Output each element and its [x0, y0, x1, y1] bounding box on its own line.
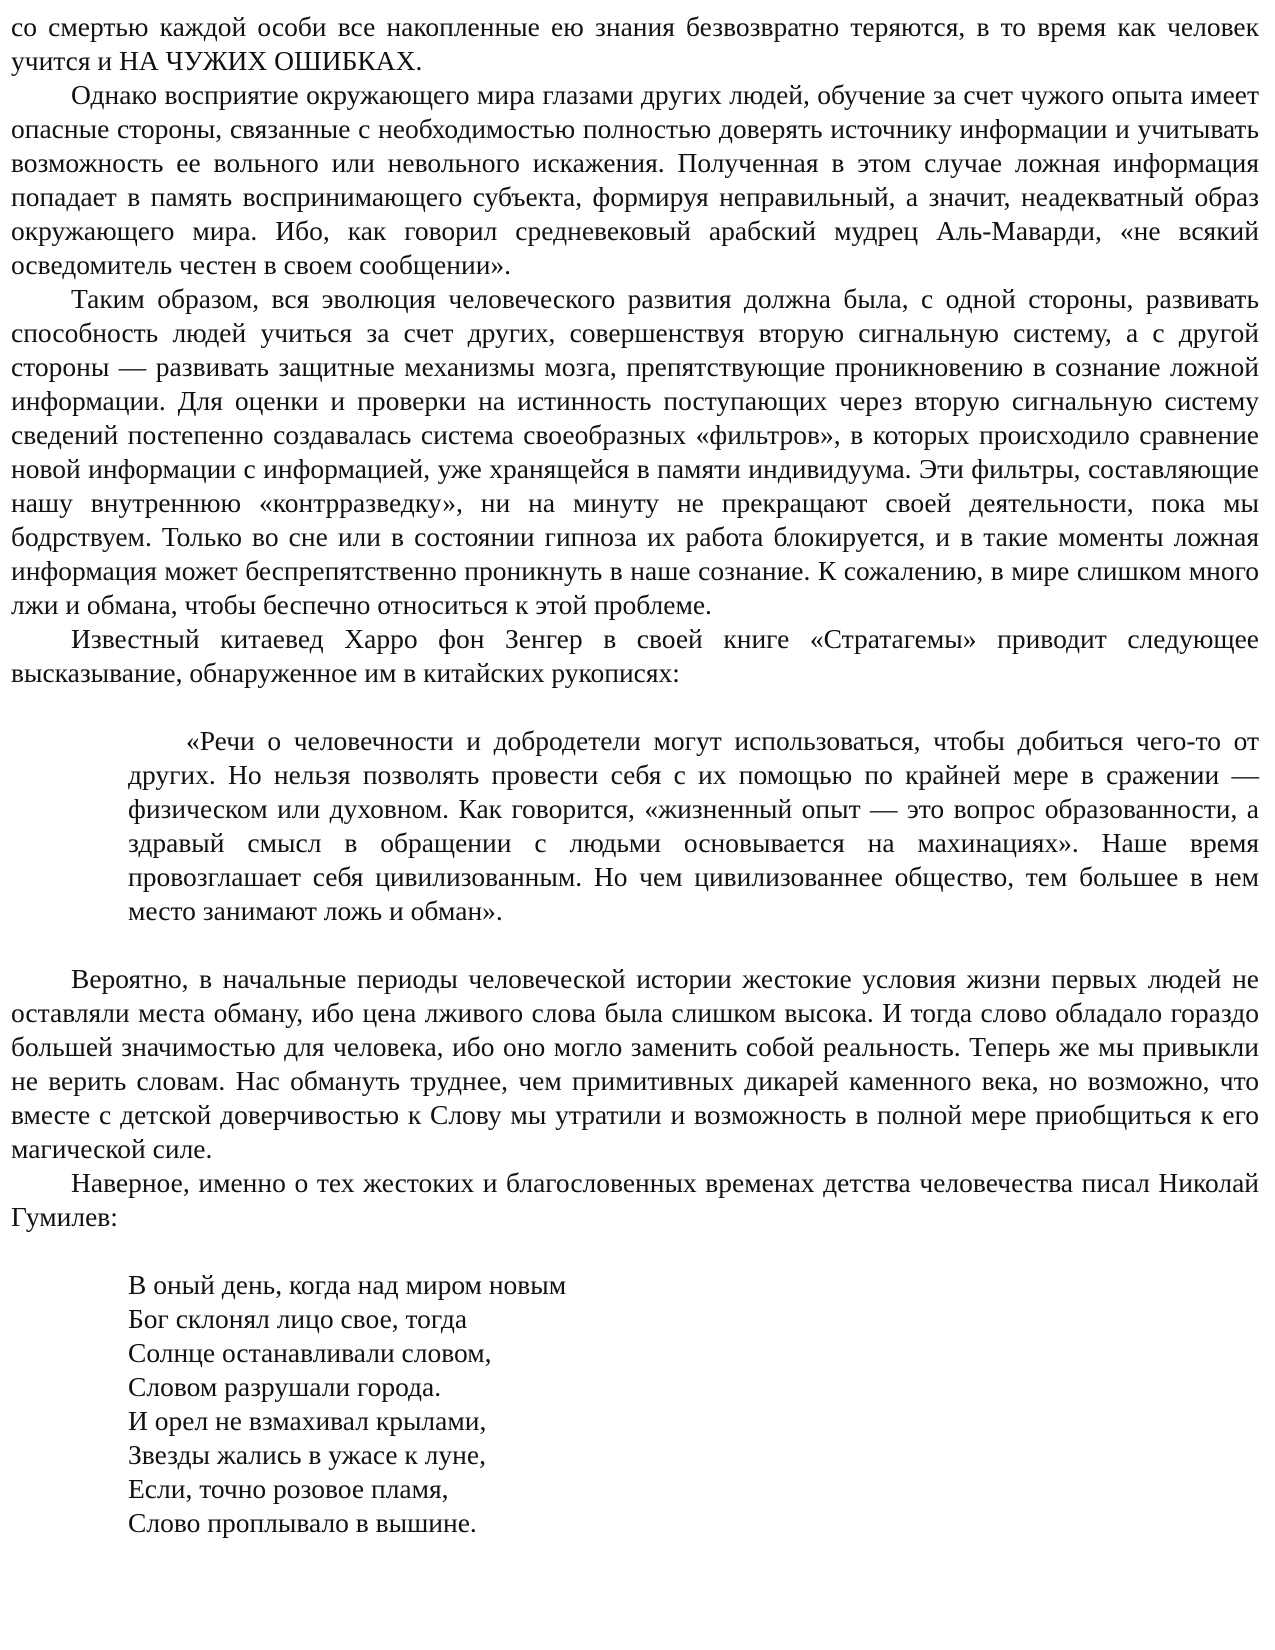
- poem-line: Бог склонял лицо свое, тогда: [128, 1303, 468, 1334]
- document-page: [11, 10, 1259, 1540]
- paragraph: Известный китаевед Харро фон Зенгер в своей книге «Стратагемы» приводит следующее высказывание, обнаруженное им в китайских рукописях:: [11, 623, 1259, 688]
- poem-line: Звезды жались в ужасе к луне,: [128, 1439, 486, 1470]
- paragraph: Вероятно, в начальные периоды человеческой истории жестокие условия жизни первых людей не оставляли места обману, ибо цена лживого слова была слишком высока. И тогда слово обладало гораздо большей значимостью для человека, ибо оно могло заменить собой реальность. Теперь же мы привыкли не верить словам. Нас обмануть труднее, чем примитивных дикарей каменного века, но возможно, что вместе с детской доверчивостью к Слову мы утратили и возможность в полной мере приобщиться к его магической силе.: [11, 963, 1259, 1164]
- paragraph: со смертью каждой особи все накопленные ею знания безвозвратно теряются, в то время как человек учится и НА ЧУЖИХ ОШИБКАХ.: [11, 11, 1259, 76]
- poem-line: И орел не взмахивал крылами,: [128, 1405, 487, 1436]
- poem-line: Если, точно розовое пламя,: [128, 1473, 449, 1504]
- paragraph: Наверное, именно о тех жестоких и благословенных временах детства человечества писал Николай Гумилев:: [11, 1167, 1259, 1232]
- poem-line: Слово проплывало в вышине.: [128, 1507, 477, 1538]
- quote-text: «Речи о человечности и добродетели могут использоваться, чтобы добиться чего-то от других. Но нельзя позволять провести себя с их помощью по крайней мере в сражении — физическом или духовном. Как говорится, «жизненный опыт — это вопрос образованности, а здравый смысл в обращении с людьми основывается на махинациях». Наше время провозглашает себя цивилизованным. Но чем цивилизованнее общество, тем большее в нем место занимают ложь и обман».: [128, 725, 1259, 926]
- poem-line: Солнце останавливали словом,: [128, 1337, 492, 1368]
- paragraph: Таким образом, вся эволюция человеческого развития должна была, с одной стороны, развивать способность людей учиться за счет других, совершенствуя вторую сигнальную систему, а с другой стороны — развивать защитные механизмы мозга, препятствующие проникновению в сознание ложной информации. Для оценки и проверки на истинность поступающих через вторую сигнальную систему сведений постепенно создавалась система своеобразных «фильтров», в которых происходило сравнение новой информации с информацией, уже хранящейся в памяти индивидуума. Эти фильтры, составляющие нашу внутреннюю «контрразведку», ни на минуту не прекращают своей деятельности, пока мы бодрствуем. Только во сне или в состоянии гипноза их работа блокируется, и в такие моменты ложная информация может беспрепятственно проникнуть в наше сознание. К сожалению, в мире слишком много лжи и обмана, чтобы беспечно относиться к этой проблеме.: [11, 283, 1259, 620]
- poem-line: Словом разрушали города.: [128, 1371, 442, 1402]
- paragraph: Однако восприятие окружающего мира глазами других людей, обучение за счет чужого опыта имеет опасные стороны, связанные с необходимостью полностью доверять источнику информации и учитывать возможность ее вольного или невольного искажения. Полученная в этом случае ложная информация попадает в память воспринимающего субъекта, формируя неправильный, а значит, неадекватный образ окружающего мира. Ибо, как говорил средневековый арабский мудрец Аль-Маварди, «не всякий осведомитель честен в своем сообщении».: [11, 79, 1259, 280]
- poem-line: В оный день, когда над миром новым: [128, 1269, 567, 1300]
- block-quote: [128, 724, 1259, 928]
- poem: [128, 1268, 1259, 1540]
